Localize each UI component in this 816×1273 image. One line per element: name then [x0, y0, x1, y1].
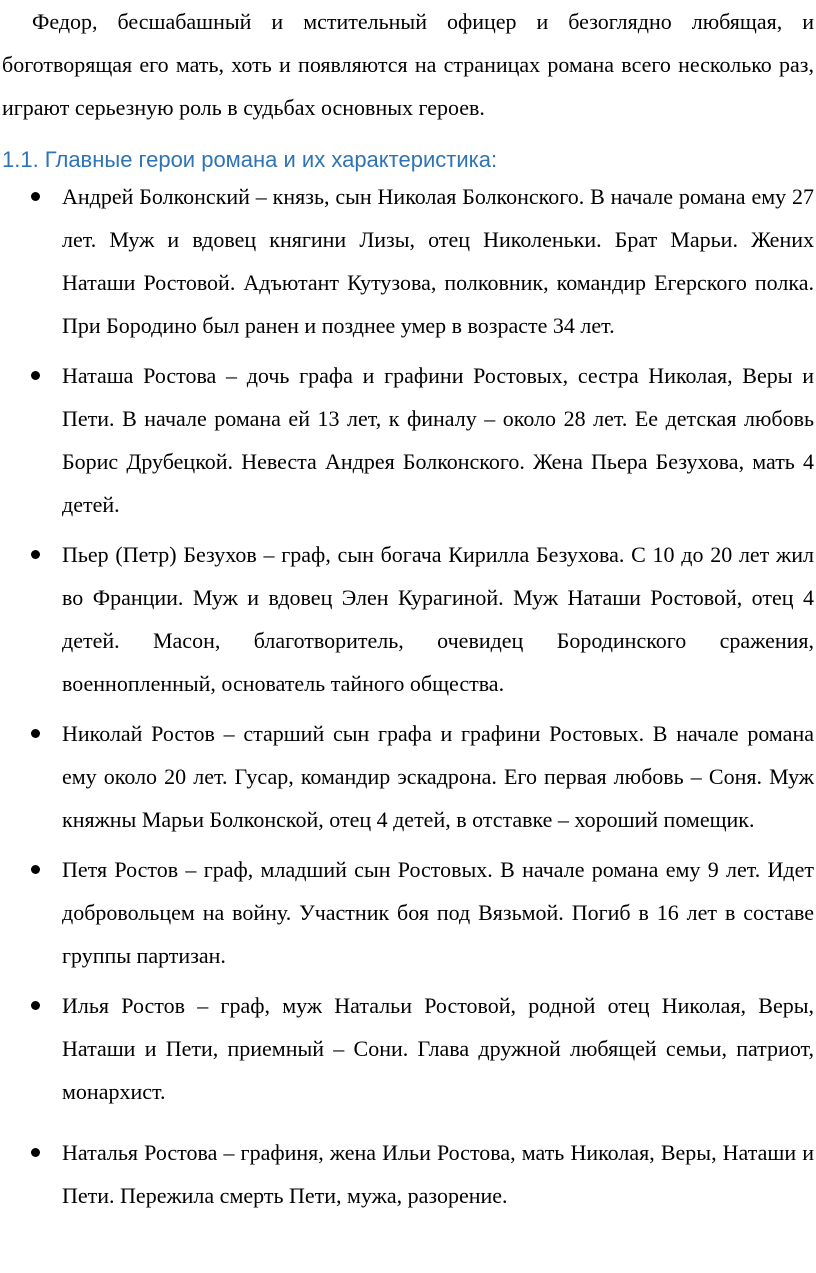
- bullet-icon: [31, 192, 40, 201]
- bullet-icon: [31, 371, 40, 380]
- bullet-icon: [31, 550, 40, 559]
- characters-list: [0, 175, 816, 1224]
- list-item-text: Андрей Болконский – князь, сын Николая Болконского. В начале романа ему 27 лет. Муж и вдовец княгини Лизы, отец Николеньки. Брат Марьи. Жених Наташи Ростовой. Адъютант Кутузова, полковник, командир Егерского полка. При Бородино был ранен и позднее умер в возрасте 34 лет.: [62, 184, 814, 338]
- bullet-icon: [31, 1148, 40, 1157]
- bullet-icon: [31, 729, 40, 738]
- section-heading: 1.1. Главные герои романа и их характеристика:: [2, 147, 498, 172]
- list-item-text: Петя Ростов – граф, младший сын Ростовых. В начале романа ему 9 лет. Идет добровольцем на войну. Участник боя под Вязьмой. Погиб в 16 лет в составе группы партизан.: [62, 857, 814, 968]
- list-item: [0, 848, 816, 977]
- list-item: [0, 175, 816, 347]
- list-item-text: Николай Ростов – старший сын графа и графини Ростовых. В начале романа ему около 20 лет. Гусар, командир эскадрона. Его первая любовь – Соня. Муж княжны Марьи Болконской, отец 4 детей, в отставке – хороший помещик.: [62, 721, 814, 832]
- bullet-icon: [31, 865, 40, 874]
- intro-paragraph: Федор, бесшабашный и мстительный офицер и безоглядно любящая, и боготворящая его мать, хоть и появляются на страницах романа всего несколько раз, играют серьезную роль в судьбах основных героев.: [2, 9, 814, 120]
- list-item: [0, 533, 816, 705]
- list-item-text: Пьер (Петр) Безухов – граф, сын богача Кирилла Безухова. С 10 до 20 лет жил во Франции. Муж и вдовец Элен Курагиной. Муж Наташи Ростовой, отец 4 детей. Масон, благотворитель, очевидец Бородинского сражения, военнопленный, основатель тайного общества.: [62, 542, 814, 696]
- list-item-text: Наташа Ростова – дочь графа и графини Ростовых, сестра Николая, Веры и Пети. В начале романа ей 13 лет, к финалу – около 28 лет. Ее детская любовь Борис Друбецкой. Невеста Андрея Болконского. Жена Пьера Безухова, мать 4 детей.: [62, 363, 814, 517]
- list-item: [0, 354, 816, 526]
- list-item-text: Илья Ростов – граф, муж Натальи Ростовой, родной отец Николая, Веры, Наташи и Пети, приемный – Сони. Глава дружной любящей семьи, патриот, монархист.: [62, 993, 814, 1104]
- list-item: [0, 712, 816, 841]
- list-item: [0, 1131, 816, 1217]
- list-item: [0, 984, 816, 1113]
- list-item-text: Наталья Ростова – графиня, жена Ильи Ростова, мать Николая, Веры, Наташи и Пети. Пережила смерть Пети, мужа, разорение.: [62, 1140, 814, 1208]
- bullet-icon: [31, 1001, 40, 1010]
